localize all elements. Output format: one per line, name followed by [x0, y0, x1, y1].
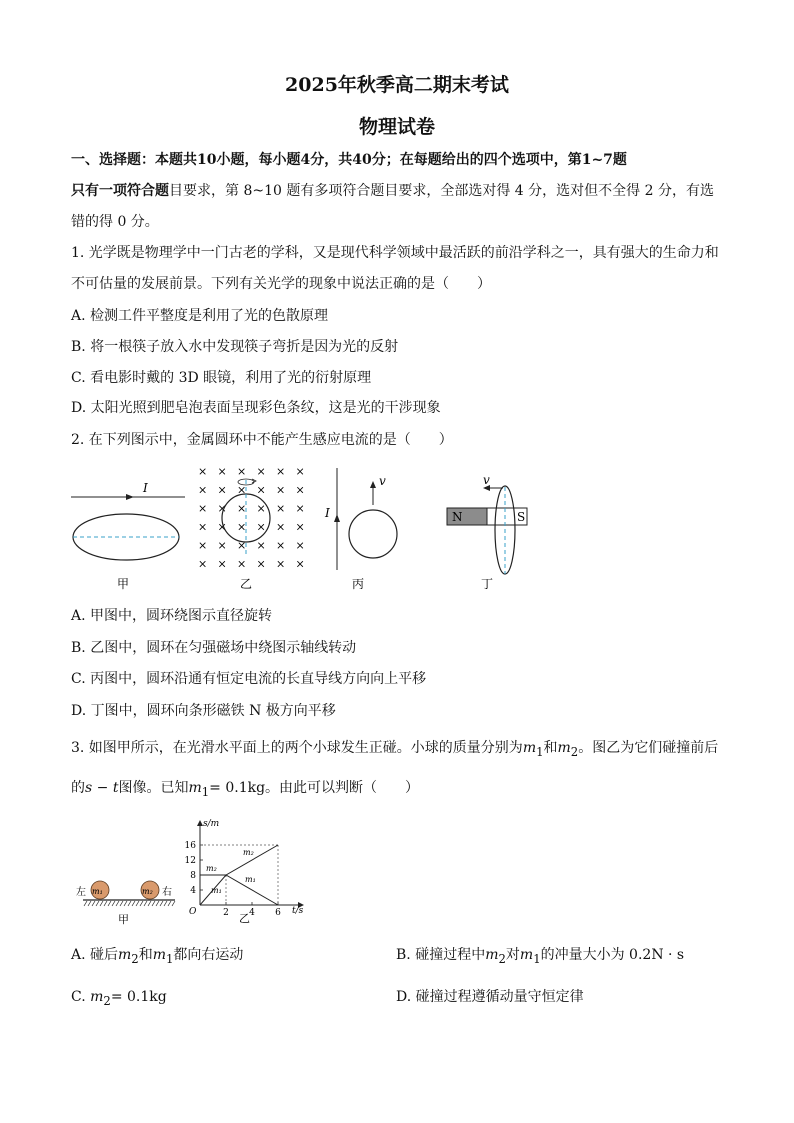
- hatch-mark: [124, 901, 127, 906]
- ground-hatch: [84, 901, 175, 906]
- q3-stem-line1: [71, 738, 718, 762]
- series-label-m2-before: m₂: [206, 864, 217, 873]
- figure-bing: [324, 468, 397, 591]
- section1-line2-rest: 目要求，第 8~10 题有多项符合题目要求，全部选对得 4 分，选对但不全得 2 分，有选: [169, 183, 714, 199]
- field-cross: ×: [276, 483, 286, 497]
- figure-q3-jia: [76, 881, 175, 926]
- q3-stem-line2: [71, 778, 419, 802]
- hatch-mark: [92, 901, 95, 906]
- section1-line2: [71, 181, 714, 201]
- y-axis-label: s/m: [203, 819, 220, 829]
- field-cross: ×: [198, 502, 208, 515]
- section1-line2-bold: 只有一项符合题: [71, 183, 169, 199]
- jia-current-label: I: [143, 481, 148, 495]
- q3-option-b: [396, 945, 684, 969]
- q3-optB-m1: m: [519, 947, 534, 963]
- field-cross: ×: [276, 465, 286, 478]
- hatch-mark: [88, 901, 91, 906]
- exam-subtitle: 物理试卷: [358, 116, 435, 138]
- caption-ding: 丁: [481, 577, 494, 591]
- q3-figure: [70, 810, 320, 930]
- series-label-m2-after: m₂: [243, 848, 254, 857]
- caption-q3-jia: 甲: [118, 913, 129, 926]
- field-cross: ×: [198, 520, 208, 534]
- q3-optA-m1-sub: 1: [166, 951, 174, 966]
- q3-optA-m2-sub: 2: [131, 951, 139, 966]
- hatch-mark: [100, 901, 103, 906]
- q3-given-value: = 0.1kg: [209, 780, 266, 796]
- q2-option-a: A. 甲图中，圆环绕图示直径旋转: [71, 608, 273, 624]
- q1-stem-line1: 1. 光学既是物理学中一门古老的学科，又是现代科学领域中最活跃的前沿学科之一，具有强大的生命力和: [71, 245, 719, 261]
- q1-option-d: D. 太阳光照到肥皂泡表面呈现彩色条纹，这是光的干涉现象: [71, 400, 441, 416]
- q3-option-a: [71, 945, 243, 969]
- figure-jia: [71, 481, 185, 591]
- q3-optB-part-b: 对: [505, 947, 520, 963]
- q3-m2: m: [557, 740, 571, 756]
- ball-m2-label: m₂: [142, 887, 153, 896]
- figure-yi: [198, 465, 305, 591]
- ding-velocity-label: v: [483, 473, 490, 487]
- field-cross: ×: [237, 502, 247, 515]
- field-cross: ×: [295, 557, 305, 571]
- q3-optC-m2: m: [90, 989, 104, 1005]
- field-cross: ×: [198, 483, 208, 497]
- field-cross: ×: [237, 465, 247, 478]
- q3-and: 和: [543, 740, 558, 756]
- field-cross: ×: [217, 557, 227, 571]
- bing-velocity-label: v: [379, 474, 386, 488]
- hatch-mark: [164, 901, 167, 906]
- q3-given-sub: 1: [201, 784, 210, 799]
- field-cross: ×: [217, 539, 227, 552]
- q3-optC-m2-sub: 2: [103, 993, 111, 1008]
- q3-optA-part-a: A. 碰后: [71, 947, 119, 963]
- caption-jia: 甲: [117, 577, 130, 591]
- field-cross: ×: [295, 539, 305, 552]
- q3-optA-m2: m: [118, 947, 132, 963]
- hatch-mark: [132, 901, 135, 906]
- q3-optB-part-c: 的冲量大小为 0.2N · s: [540, 947, 685, 963]
- ball-m1-label: m₁: [92, 887, 103, 896]
- hatch-mark: [108, 901, 111, 906]
- x-tick-label: 4: [249, 908, 255, 918]
- field-cross: ×: [295, 483, 305, 497]
- field-cross: ×: [217, 483, 227, 497]
- q3-stem1-part-a: 3. 如图甲所示，在光滑水平面上的两个小球发生正碰。小球的质量分别为: [71, 740, 523, 756]
- q3-optB-part-a: B. 碰撞过程中: [396, 947, 486, 963]
- q3-optC-part-b: = 0.1kg: [110, 989, 167, 1005]
- q2-option-b: B. 乙图中，圆环在匀强磁场中绕图示轴线转动: [71, 640, 357, 656]
- q1-option-c: C. 看电影时戴的 3D 眼镜，利用了光的衍射原理: [71, 370, 372, 386]
- field-cross: ×: [217, 465, 227, 478]
- hatch-mark: [112, 901, 115, 906]
- field-cross: ×: [198, 557, 208, 571]
- bing-ring: [349, 510, 397, 558]
- series-label-m1-before: m₁: [211, 886, 222, 895]
- right-label: 右: [162, 887, 172, 898]
- q3-optB-m1-sub: 1: [533, 951, 541, 966]
- field-cross: ×: [237, 483, 247, 497]
- hatch-mark: [120, 901, 123, 906]
- q3-m1: m: [522, 740, 537, 756]
- field-cross: ×: [276, 557, 286, 571]
- yi-magnetic-field: [198, 465, 305, 571]
- hatch-mark: [168, 901, 171, 906]
- hatch-mark: [140, 901, 143, 906]
- q2-option-c: C. 丙图中，圆环沿通有恒定电流的长直导线方向向上平移: [71, 671, 427, 687]
- q3-stem2-part-a: 的: [71, 780, 85, 796]
- q3-option-c: [71, 987, 167, 1011]
- q2-figure: [60, 460, 550, 600]
- y-tick-label: 16: [184, 841, 196, 851]
- hatch-mark: [156, 901, 159, 906]
- field-cross: ×: [198, 465, 208, 478]
- x-axis-label: t/s: [292, 906, 304, 916]
- q3-given-m: m: [188, 780, 202, 796]
- field-cross: ×: [256, 483, 266, 497]
- q2-stem: 2. 在下列图示中，金属圆环中不能产生感应电流的是（ ）: [71, 432, 453, 448]
- field-cross: ×: [256, 465, 266, 478]
- x-tick-label: 6: [275, 908, 281, 918]
- hatch-mark: [96, 901, 99, 906]
- bing-current-label: I: [325, 506, 330, 520]
- x-tick-label: 2: [223, 908, 229, 918]
- field-cross: ×: [217, 502, 227, 515]
- x-tick-labels: [223, 902, 281, 918]
- field-cross: ×: [198, 539, 208, 552]
- caption-yi: 乙: [240, 577, 253, 591]
- jia-current-arrow: [126, 494, 134, 500]
- y-tick-label: 4: [190, 886, 196, 896]
- hatch-mark: [144, 901, 147, 906]
- section1-line1: 一、选择题：本题共10小题，每小题4分，共40分；在每题给出的四个选项中，第1~7题: [71, 152, 627, 168]
- q3-optC-part-a: C.: [71, 989, 86, 1005]
- y-tick-label: 8: [190, 871, 196, 881]
- q3-st: s − t: [85, 780, 119, 796]
- q3-stem1-part-b: 。图乙为它们碰撞前后: [578, 740, 719, 756]
- caption-bing: 丙: [352, 577, 365, 591]
- field-cross: ×: [295, 502, 305, 515]
- graph-series: [200, 845, 278, 905]
- figure-ding: [447, 473, 527, 591]
- q3-optB-m2: m: [485, 947, 499, 963]
- q2-option-d: D. 丁图中，圆环向条形磁铁 N 极方向平移: [71, 703, 336, 719]
- field-cross: ×: [237, 539, 247, 552]
- magnet-s-label: S: [517, 510, 526, 524]
- hatch-mark: [116, 901, 119, 906]
- q1-option-a: A. 检测工件平整度是利用了光的色散原理: [71, 308, 329, 324]
- q1-option-b: B. 将一根筷子放入水中发现筷子弯折是因为光的反射: [71, 339, 399, 355]
- q3-stem2-part-c: 。由此可以判断（ ）: [265, 780, 420, 796]
- field-cross: ×: [295, 465, 305, 478]
- q3-optB-m2-sub: 2: [498, 951, 506, 966]
- field-cross: ×: [237, 557, 247, 571]
- hatch-mark: [172, 901, 175, 906]
- origin-label: O: [189, 907, 197, 917]
- field-cross: ×: [237, 520, 247, 534]
- field-cross: ×: [256, 502, 266, 515]
- q3-optA-m1: m: [152, 947, 166, 963]
- hatch-mark: [148, 901, 151, 906]
- series-label-m1-after: m₁: [245, 875, 256, 884]
- q3-option-d: D. 碰撞过程遵循动量守恒定律: [396, 989, 584, 1005]
- q3-stem2-part-b: 图像。已知: [118, 780, 189, 796]
- bing-current-arrow: [334, 514, 340, 522]
- st-graph: [185, 819, 304, 925]
- hatch-mark: [104, 901, 107, 906]
- bing-velocity-arrow: [370, 481, 376, 488]
- field-cross: ×: [256, 539, 266, 552]
- exam-title: 2025年秋季高二期末考试: [285, 74, 509, 96]
- q3-optA-part-b: 和: [138, 947, 153, 963]
- caption-q3-yi: 乙: [239, 912, 250, 925]
- field-cross: ×: [276, 539, 286, 552]
- magnet-n-label: N: [452, 510, 463, 524]
- hatch-mark: [152, 901, 155, 906]
- field-cross: ×: [276, 502, 286, 515]
- field-cross: ×: [217, 520, 227, 534]
- hatch-mark: [136, 901, 139, 906]
- q3-m2-sub: 2: [570, 744, 579, 759]
- field-cross: ×: [256, 557, 266, 571]
- y-tick-label: 12: [184, 856, 196, 866]
- q3-m1-sub: 1: [536, 744, 544, 759]
- field-cross: ×: [256, 520, 266, 534]
- left-label: 左: [76, 887, 86, 898]
- hatch-mark: [84, 901, 87, 906]
- hatch-mark: [128, 901, 131, 906]
- q1-stem-line2: 不可估量的发展前景。下列有关光学的现象中说法正确的是（ ）: [71, 276, 491, 292]
- field-cross: ×: [295, 520, 305, 534]
- field-cross: ×: [276, 520, 286, 534]
- section1-line3: 错的得 0 分。: [71, 214, 159, 230]
- q3-optA-part-c: 都向右运动: [173, 947, 244, 963]
- hatch-mark: [160, 901, 163, 906]
